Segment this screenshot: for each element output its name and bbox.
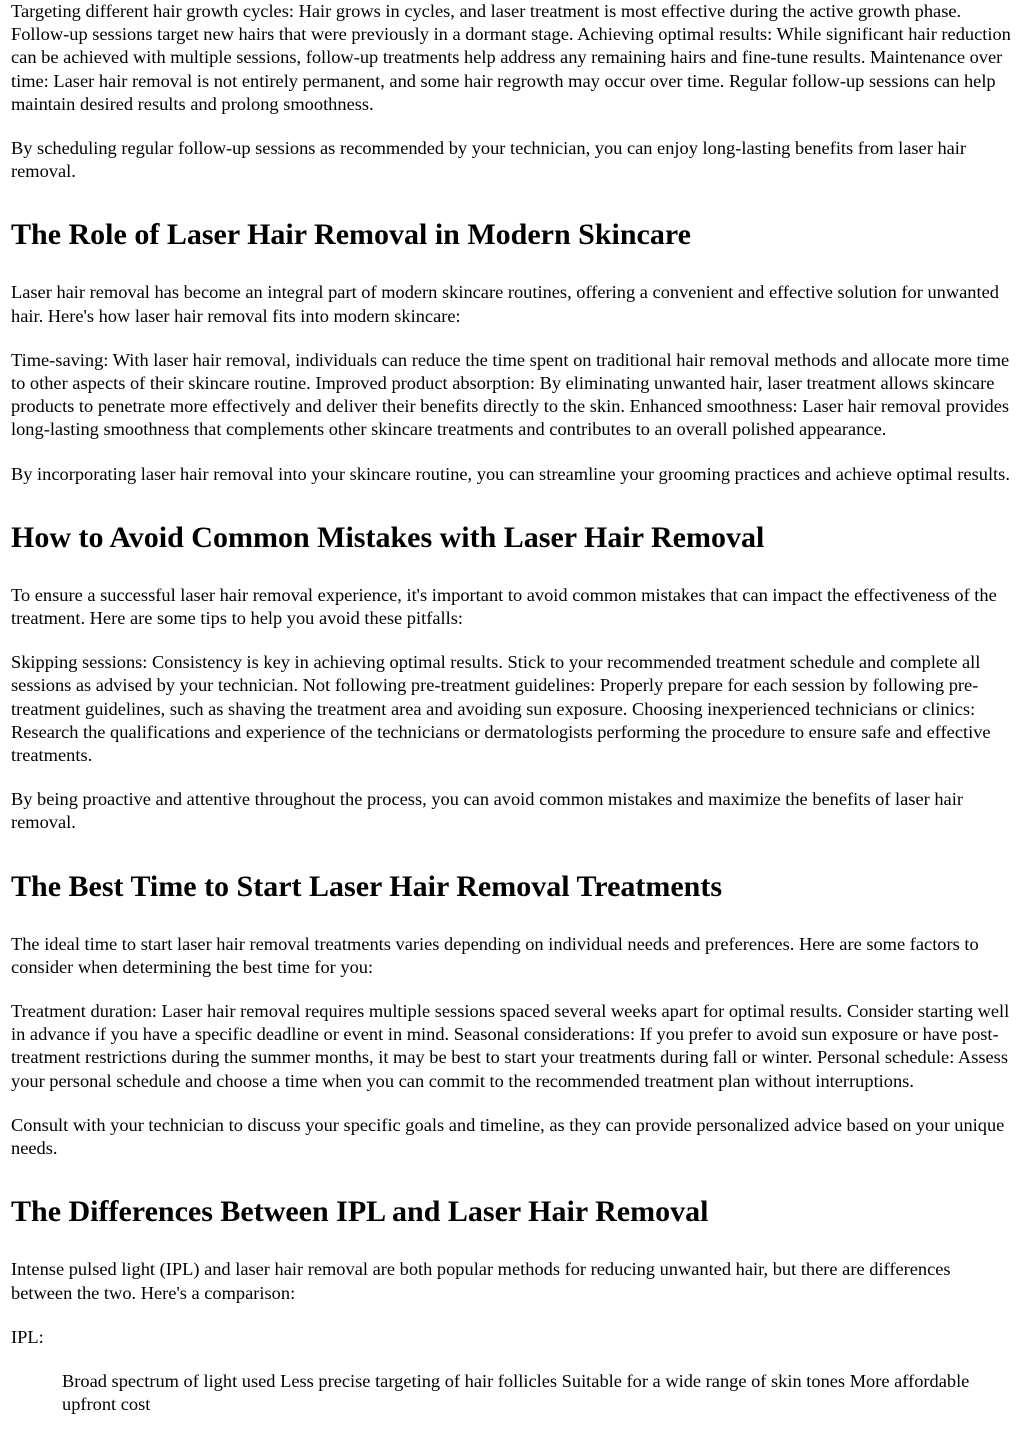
paragraph: Consult with your technician to discuss your specific goals and timeline, as they can provide personalized advice based on your unique needs. — [11, 1114, 1005, 1159]
paragraph: Skipping sessions: Consistency is key in achieving optimal results. Stick to your recommended treatment schedule and complete all sessions as advised by your technician. Not following pre-treatment guidelines: Properly prepare for each session by following pre-treatment guidelines, such as shaving the treatment area and avoiding sun exposure. Choosing inexperienced technicians or clinics: Research the qualifications and experience of the technicians or dermatologists performing the procedure to ensure safe and effective treatments. — [11, 652, 991, 766]
paragraph: By being proactive and attentive throughout the process, you can avoid common mistakes and maximize the benefits of laser hair removal. — [11, 789, 963, 833]
paragraph: Time-saving: With laser hair removal, individuals can reduce the time spent on traditional hair removal methods and allocate more time to other aspects of their skincare routine. Improved product absorption: By eliminating unwanted hair, laser treatment allows skincare products to penetrate more effectively and deliver their benefits directly to the skin. Enhanced smoothness: Laser hair removal provides long-lasting smoothness that complements other skincare treatments and contributes to an overall polished appearance. — [11, 349, 1010, 440]
section-heading: The Role of Laser Hair Removal in Modern Skincare — [11, 218, 691, 252]
ipl-features-quote — [62, 1370, 1014, 1416]
section-ipl-vs-laser — [11, 1194, 1014, 1416]
paragraph: IPL: — [11, 1326, 44, 1347]
paragraph: Intense pulsed light (IPL) and laser hair removal are both popular methods for reducing unwanted hair, but there are differences between the two. Here's a comparison: — [11, 1259, 951, 1303]
paragraph: Targeting different hair growth cycles: Hair grows in cycles, and laser treatment is most effective during the active growth phase. Follow-up sessions target new hairs that were previously in a dormant stage. Achieving optimal results: While significant hair reduction can be achieved with multiple sessions, follow-up treatments help address any remaining hairs and fine-tune results. Maintenance over time: Laser hair removal is not entirely permanent, and some hair regrowth may occur over time. Regular follow-up sessions can help maintain desired results and prolong smoothness. — [11, 1, 1011, 114]
section-follow-up-sessions — [11, 0, 1014, 183]
paragraph: The ideal time to start laser hair removal treatments varies depending on individual needs and preferences. Here are some factors to consider when determining the best time for you: — [11, 933, 979, 977]
paragraph: By incorporating laser hair removal into your skincare routine, you can streamline your grooming practices and achieve optimal results. — [11, 463, 1010, 484]
section-best-time — [11, 869, 1014, 1161]
paragraph: Broad spectrum of light used Less precise targeting of hair follicles Suitable for a wide range of skin tones More affordable upfront cost — [62, 1370, 970, 1415]
paragraph: By scheduling regular follow-up sessions as recommended by your technician, you can enjoy long-lasting benefits from laser hair removal. — [11, 138, 967, 182]
section-modern-skincare — [11, 217, 1014, 485]
paragraph: Laser hair removal has become an integral part of modern skincare routines, offering a convenient and effective solution for unwanted hair. Here's how laser hair removal fits into modern skincare: — [11, 282, 999, 326]
section-heading: The Differences Between IPL and Laser Hair Removal — [11, 1195, 709, 1229]
section-common-mistakes — [11, 520, 1014, 835]
paragraph: Treatment duration: Laser hair removal requires multiple sessions spaced several weeks apart for optimal results. Consider starting well in advance if you have a specific deadline or event in mind. Seasonal considerations: If you prefer to avoid sun exposure or have post-treatment restrictions during the summer months, it may be best to start your treatments during fall or winter. Personal schedule: Assess your personal schedule and choose a time when you can commit to the recommended treatment plan without interruptions. — [11, 1001, 1010, 1091]
section-heading: The Best Time to Start Laser Hair Removal Treatments — [11, 869, 723, 903]
paragraph: To ensure a successful laser hair removal experience, it's important to avoid common mistakes that can impact the effectiveness of the treatment. Here are some tips to help you avoid these pitfalls: — [11, 584, 997, 629]
section-heading: How to Avoid Common Mistakes with Laser Hair Removal — [11, 520, 765, 554]
